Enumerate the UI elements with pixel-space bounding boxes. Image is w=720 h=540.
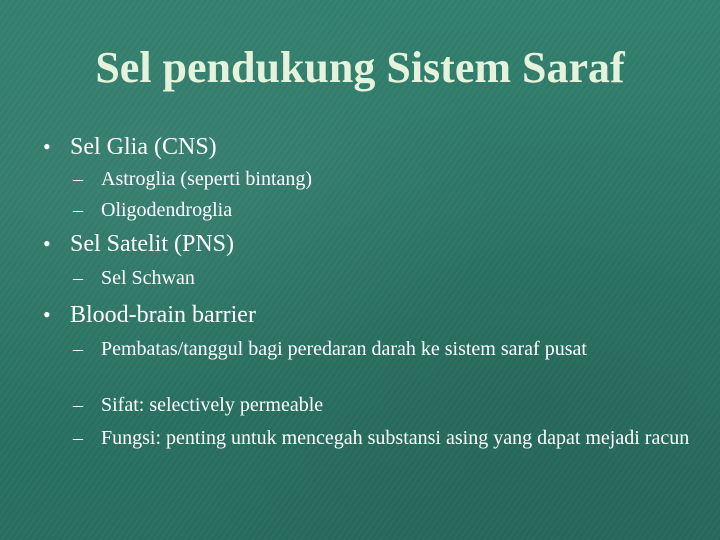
subitem-label: Sel Schwan (101, 267, 195, 289)
subitem-label: Sifat: selectively permeable (101, 394, 324, 416)
dash-icon: – (73, 199, 83, 221)
subitem-label: Fungsi: penting untuk mencegah substansi asing yang dapat mejadi racun (101, 427, 690, 449)
slide-title: Sel pendukung Sistem Saraf (95, 43, 625, 92)
dash-icon: – (73, 427, 83, 449)
bullet-label: Sel Glia (CNS) (70, 134, 217, 160)
bullet-label: Blood-brain barrier (70, 302, 256, 328)
subitem-label: Oligodendroglia (101, 199, 233, 221)
bullet-label: Sel Satelit (PNS) (70, 231, 235, 257)
bullet-icon: • (43, 302, 51, 327)
dash-icon: – (73, 267, 83, 289)
dash-icon: – (73, 168, 83, 190)
dash-icon: – (73, 338, 83, 360)
subitem-label: Pembatas/tanggul bagi peredaran darah ke sistem saraf pusat (101, 338, 587, 360)
bullet-icon: • (43, 134, 51, 159)
subitem-label: Astroglia (seperti bintang) (101, 168, 313, 190)
bullet-icon: • (43, 231, 51, 256)
dash-icon: – (73, 394, 83, 416)
